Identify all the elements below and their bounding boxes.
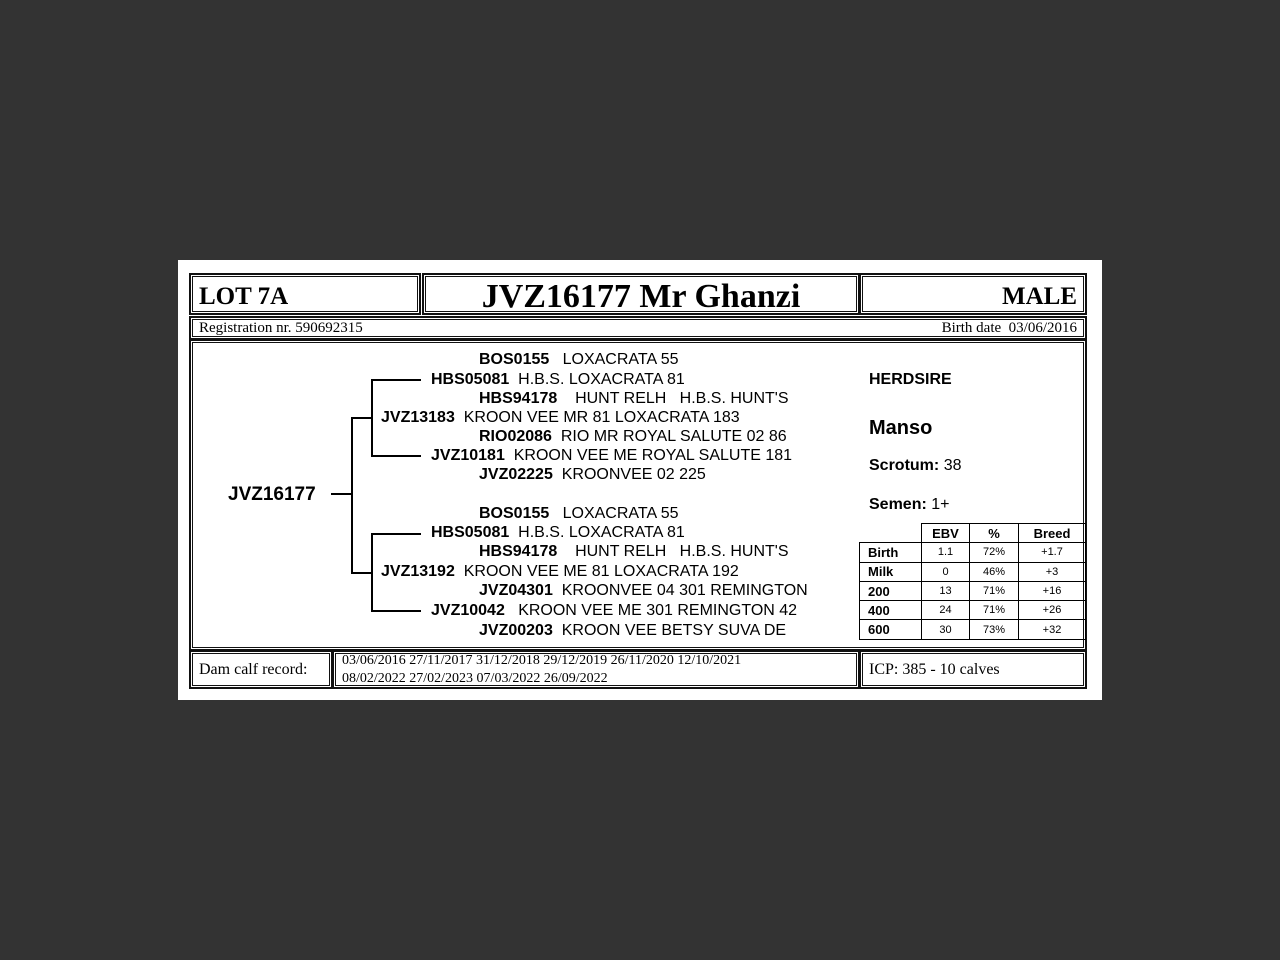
pedigree-entry (479, 505, 679, 523)
pedigree-name: KROON VEE BETSY SUVA DE (561, 622, 787, 637)
dam-bracket (371, 533, 373, 612)
sex-box (859, 273, 1087, 315)
birth-date-label: Birth date (941, 320, 1002, 336)
ebv-row-label: Milk (860, 562, 922, 581)
pedigree-id: BOS0155 (479, 351, 550, 368)
subject-bracket (351, 417, 353, 574)
ebv-col-header: Breed (1019, 524, 1086, 543)
icp-value: ICP: 385 - 10 calves (869, 661, 1000, 678)
pedigree-id: HBS05081 (431, 371, 510, 388)
ebv-row-label: 600 (860, 620, 922, 639)
title-box (422, 273, 860, 315)
pedigree-name: H.B.S. LOXACRATA 81 (518, 524, 685, 541)
scrotum-measure (869, 457, 961, 475)
pedigree-entry (479, 582, 808, 600)
icp-box (859, 650, 1087, 689)
ebv-breed-avg: +16 (1019, 581, 1086, 600)
pedigree-name: HUNT RELH H.B.S. HUNT'S (575, 543, 789, 560)
pedigree-entry (431, 602, 797, 620)
pedigree-id: JVZ00203 (479, 622, 553, 637)
pedigree-name: KROON VEE ME 301 REMINGTON 42 (518, 602, 798, 619)
subject-connector (331, 493, 353, 495)
pedigree-id: HBS94178 (479, 543, 558, 560)
ebv-row (860, 581, 1086, 600)
herdsire-name: Manso (869, 417, 933, 439)
ebv-row (860, 601, 1086, 620)
pedigree-entry (431, 447, 792, 465)
ebv-row-label: 200 (860, 581, 922, 600)
scrotum-label: Scrotum: (869, 457, 940, 474)
ebv-row-label: Birth (860, 543, 922, 562)
ebv-accuracy: 73% (970, 620, 1019, 639)
animal-sex: MALE (1002, 283, 1077, 310)
dam-sire-connector (371, 533, 421, 535)
pedigree-name: KROON VEE ME 81 LOXACRATA 192 (463, 563, 739, 580)
calf-dates-line-2: 08/02/2022 27/02/2023 07/03/2022 26/09/2022 (342, 671, 608, 686)
pedigree-name: HUNT RELH H.B.S. HUNT'S (575, 390, 789, 407)
subject-id: JVZ16177 (228, 484, 316, 505)
pedigree-entry (431, 371, 685, 389)
ebv-row (860, 562, 1086, 581)
dam-connector (351, 572, 373, 574)
ebv-row (860, 620, 1086, 639)
ebv-accuracy: 46% (970, 562, 1019, 581)
lot-box (189, 273, 421, 315)
semen-value: 1+ (931, 496, 950, 513)
pedigree-id: JVZ10181 (431, 447, 505, 464)
pedigree-name: RIO MR ROYAL SALUTE 02 86 (560, 428, 787, 445)
pedigree-entry (479, 543, 789, 561)
lot-number: LOT 7A (199, 283, 289, 310)
ebv-breed-avg: +26 (1019, 601, 1086, 620)
pedigree-name: KROONVEE 04 301 REMINGTON (561, 582, 808, 599)
calf-record-box (332, 650, 860, 689)
pedigree-id: RIO02086 (479, 428, 552, 445)
ebv-col-header: EBV (922, 524, 970, 543)
ebv-row (860, 543, 1086, 562)
ebv-accuracy: 72% (970, 543, 1019, 562)
dam-dam-connector (371, 610, 421, 612)
ebv-value: 0 (922, 562, 970, 581)
pedigree-name: KROON VEE ME ROYAL SALUTE 181 (513, 447, 793, 464)
pedigree-entry (381, 409, 740, 427)
sire-bracket (371, 379, 373, 457)
pedigree-id: HBS94178 (479, 390, 558, 407)
pedigree-entry (479, 351, 679, 369)
pedigree-entry (381, 563, 739, 581)
pedigree-id: JVZ10042 (431, 602, 505, 619)
ebv-value: 24 (922, 601, 970, 620)
pedigree-name: KROONVEE 02 225 (561, 466, 706, 483)
birth-date (942, 320, 1077, 337)
dam-calf-label-box (189, 650, 333, 689)
ebv-value: 13 (922, 581, 970, 600)
pedigree-name: LOXACRATA 55 (562, 351, 679, 368)
pedigree-id: JVZ13192 (381, 563, 455, 580)
pedigree-id: HBS05081 (431, 524, 510, 541)
ebv-breed-avg: +32 (1019, 620, 1086, 639)
calf-dates-line-1: 03/06/2016 27/11/2017 31/12/2018 29/12/2019 26/11/2020 12/10/2021 (342, 653, 742, 668)
ebv-value: 1.1 (922, 543, 970, 562)
pedigree-entry (479, 390, 789, 408)
pedigree-name: KROON VEE MR 81 LOXACRATA 183 (463, 409, 740, 426)
pedigree-name: H.B.S. LOXACRATA 81 (518, 371, 685, 388)
pedigree-name: LOXACRATA 55 (562, 505, 679, 522)
animal-title: JVZ16177 Mr Ghanzi (481, 278, 801, 315)
semen-label: Semen: (869, 496, 927, 513)
birth-date-value: 03/06/2016 (1008, 320, 1077, 336)
pedigree-entry (479, 428, 787, 446)
ebv-corner (860, 524, 922, 543)
ebv-table (859, 523, 1086, 640)
pedigree-clip (478, 622, 848, 637)
herdsire-label: HERDSIRE (869, 371, 952, 388)
ebv-header-row (860, 524, 1086, 543)
lot-card (178, 260, 1102, 700)
dam-calf-label: Dam calf record: (199, 661, 308, 678)
pedigree-id: JVZ13183 (381, 409, 455, 426)
scrotum-value: 38 (943, 457, 962, 474)
registration-row (189, 316, 1087, 340)
pedigree-entry (431, 524, 685, 542)
semen-measure (869, 496, 950, 514)
ebv-accuracy: 71% (970, 581, 1019, 600)
pedigree-id: JVZ02225 (479, 466, 553, 483)
ebv-row-label: 400 (860, 601, 922, 620)
ebv-accuracy: 71% (970, 601, 1019, 620)
ebv-breed-avg: +3 (1019, 562, 1086, 581)
pedigree-entry (479, 622, 786, 637)
sire-sire-connector (371, 379, 421, 381)
pedigree-id: BOS0155 (479, 505, 550, 522)
ebv-col-header: % (970, 524, 1019, 543)
sire-connector (351, 417, 373, 419)
pedigree-entry (479, 466, 706, 484)
sire-dam-connector (371, 455, 421, 457)
ebv-value: 30 (922, 620, 970, 639)
registration-number: Registration nr. 590692315 (199, 320, 363, 336)
ebv-breed-avg: +1.7 (1019, 543, 1086, 562)
pedigree-id: JVZ04301 (479, 582, 553, 599)
